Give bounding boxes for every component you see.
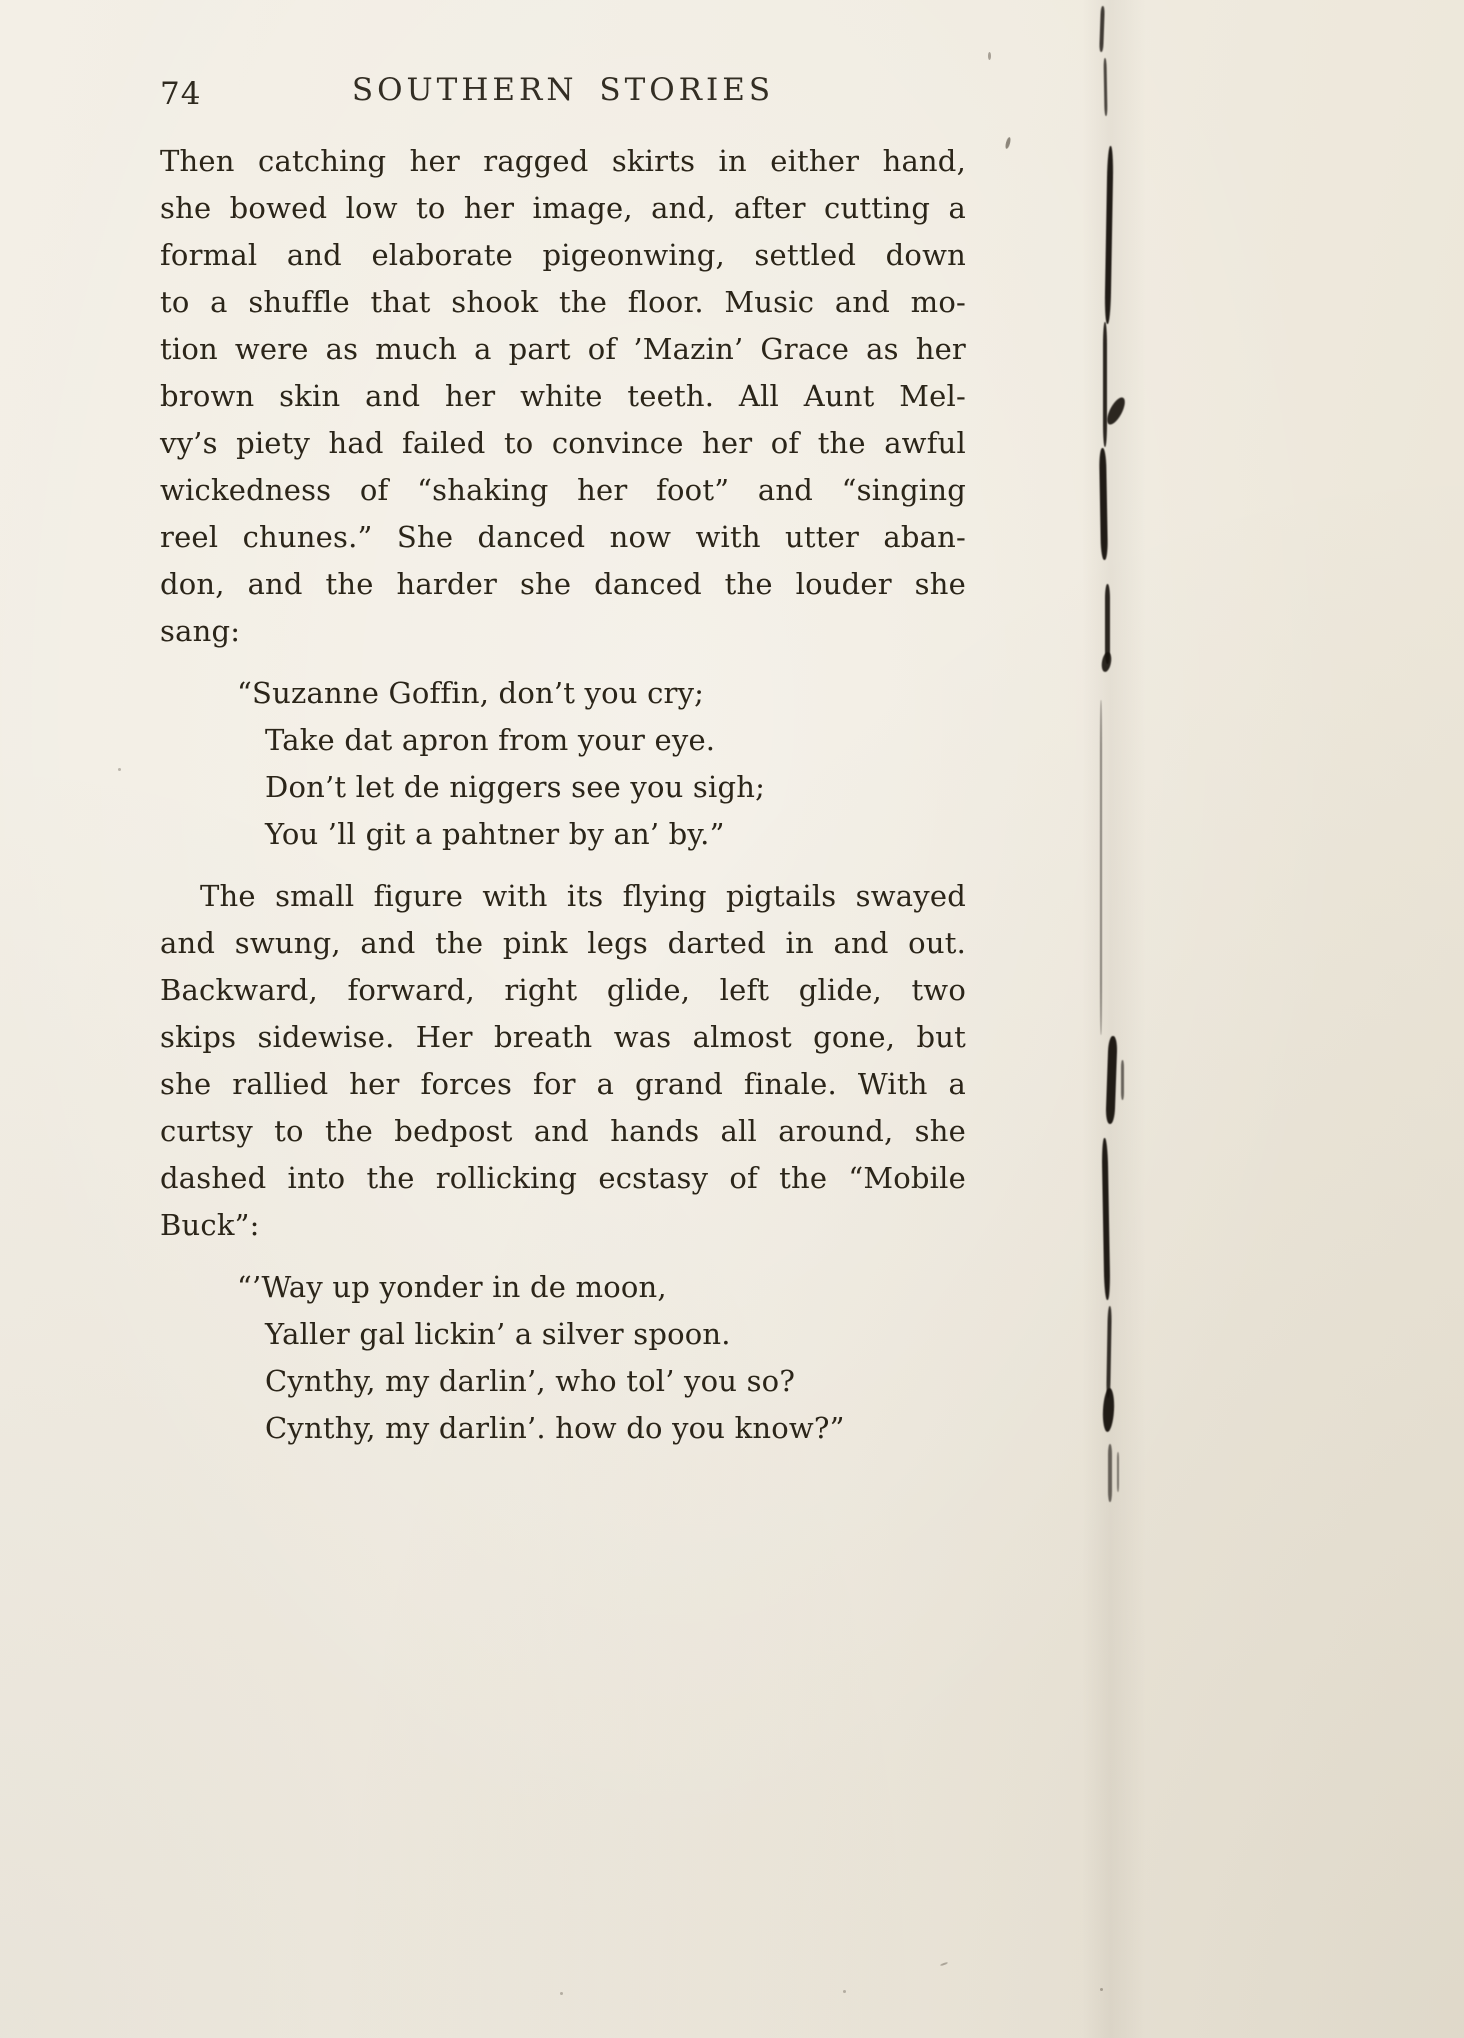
verse-1	[237, 670, 966, 858]
verse-2	[237, 1264, 966, 1452]
text-line: formal and elaborate pigeonwing, settled down	[160, 238, 966, 272]
text-line: she bowed low to her image, and, after cutting a	[160, 191, 966, 225]
text-line: vy’s piety had failed to convince her of the awful	[160, 426, 966, 460]
paper-speck	[560, 1992, 563, 1995]
paper-speck	[1100, 1988, 1103, 1991]
text-line: Cynthy, my darlin’. how do you know?”	[265, 1411, 845, 1445]
running-head	[160, 72, 966, 116]
ink-mark	[1105, 1036, 1117, 1124]
ink-mark	[1108, 1444, 1112, 1502]
ink-mark	[1100, 700, 1102, 1035]
text-line: Yaller gal lickin’ a silver spoon.	[265, 1317, 731, 1351]
ink-mark	[1104, 146, 1113, 324]
ink-mark	[1102, 1138, 1111, 1300]
ink-mark	[1117, 1452, 1119, 1492]
text-line: “’Way up yonder in de moon,	[237, 1270, 667, 1304]
text-line: tion were as much a part of ’Mazin’ Grace as her	[160, 332, 966, 366]
text-line: reel chunes.” She danced now with utter aban-	[160, 520, 966, 554]
text-line: skips sidewise. Her breath was almost gone, but	[160, 1020, 966, 1054]
paper-speck	[988, 52, 991, 60]
text-line: Don’t let de niggers see you sigh;	[265, 770, 766, 804]
paper-speck	[843, 1990, 846, 1993]
text-line: Then catching her ragged skirts in either hand,	[160, 144, 966, 178]
paragraph-2	[160, 873, 966, 1249]
page-text	[160, 138, 966, 1467]
text-line: Cynthy, my darlin’, who tol’ you so?	[265, 1364, 796, 1398]
text-line: don, and the harder she danced the louder she	[160, 567, 966, 601]
ink-mark	[1104, 395, 1129, 427]
text-line: and swung, and the pink legs darted in and out.	[160, 926, 966, 960]
ink-mark	[1103, 322, 1107, 447]
text-line: sang:	[160, 614, 241, 648]
text-line: to a shuffle that shook the floor. Music and mo-	[160, 285, 966, 319]
ink-mark	[1102, 1388, 1115, 1433]
ink-mark	[1103, 58, 1107, 116]
ink-mark	[1121, 1060, 1124, 1100]
text-line: “Suzanne Goffin, don’t you cry;	[237, 676, 705, 710]
paper-speck	[1005, 137, 1012, 150]
text-line: dashed into the rollicking ecstasy of the “Mobile	[160, 1161, 966, 1195]
ink-mark	[1099, 6, 1105, 52]
text-line: Take dat apron from your eye.	[265, 723, 716, 757]
text-line: Buck”:	[160, 1208, 260, 1242]
text-line: wickedness of “shaking her foot” and “singing	[160, 473, 966, 507]
page-number: 74	[160, 76, 202, 112]
text-line: Backward, forward, right glide, left glide, two	[160, 973, 966, 1007]
paragraph-1	[160, 138, 966, 655]
running-header-title: SOUTHERN STORIES	[351, 72, 775, 108]
text-line: You ’ll git a pahtner by an’ by.”	[265, 817, 725, 851]
binding-shadow	[1082, 0, 1146, 2038]
paper-speck	[940, 1962, 948, 1967]
text-line: she rallied her forces for a grand finale. With a	[160, 1067, 966, 1101]
paper-speck	[118, 768, 121, 771]
ink-mark	[1099, 448, 1108, 560]
ink-mark	[1106, 1306, 1112, 1398]
text-line: The small figure with its flying pigtails swayed	[200, 879, 966, 913]
text-line: curtsy to the bedpost and hands all around, she	[160, 1114, 966, 1148]
text-line: brown skin and her white teeth. All Aunt Mel-	[160, 379, 966, 413]
ink-mark	[1100, 651, 1112, 672]
